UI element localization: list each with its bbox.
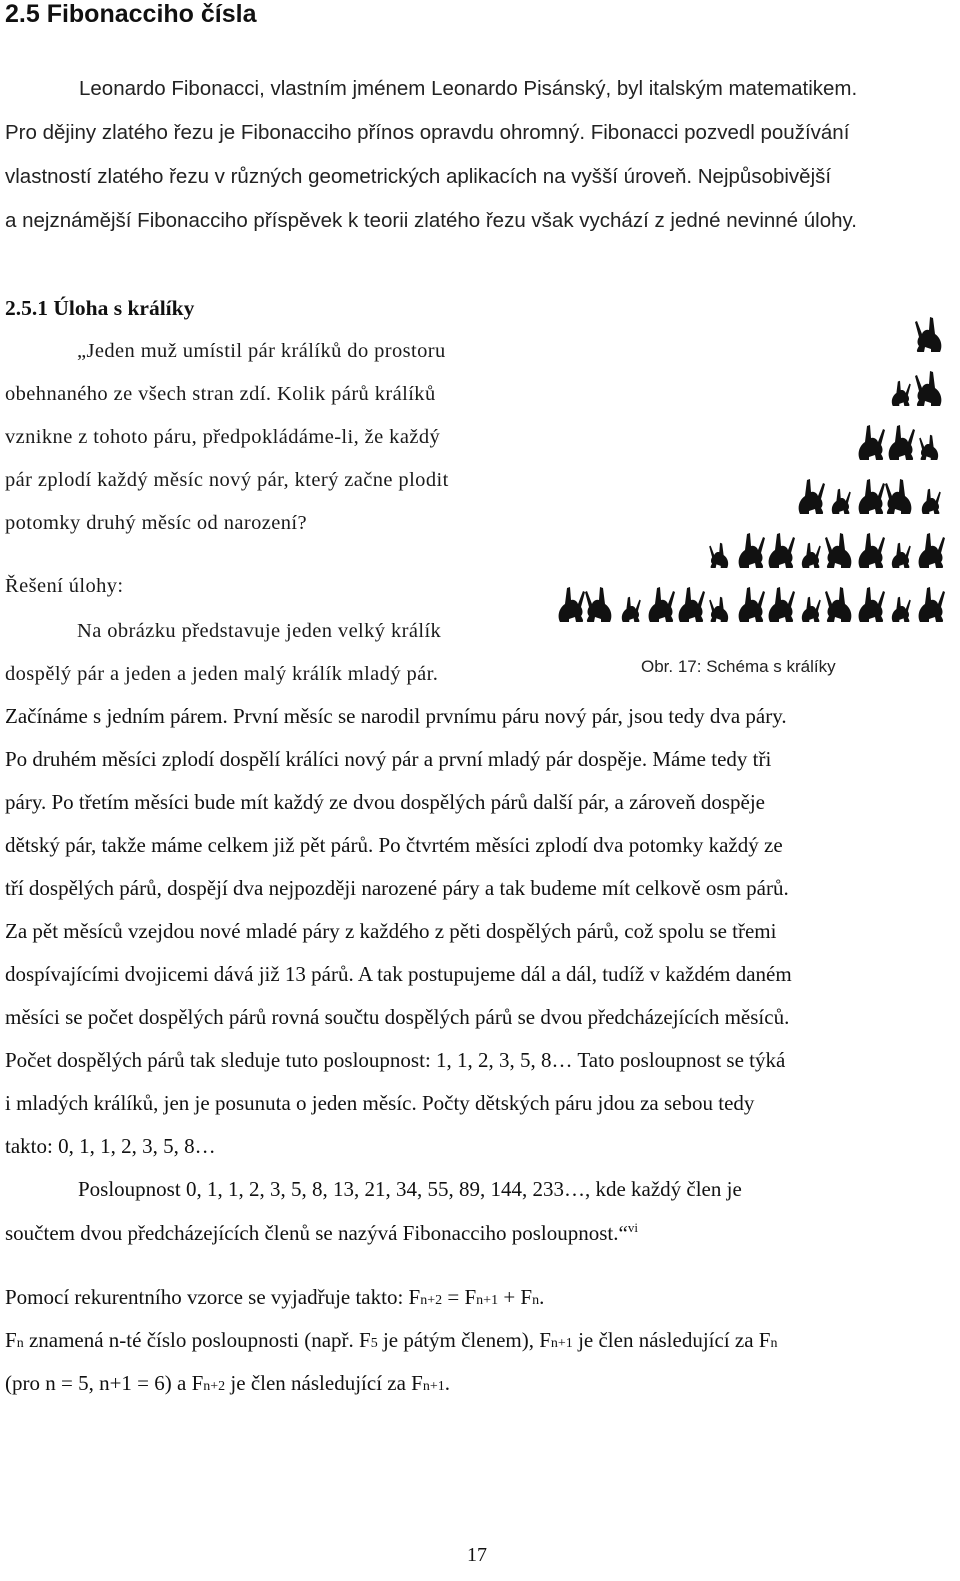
figure-caption: Obr. 17: Schéma s králíky [641, 657, 836, 676]
adult-rabbit [915, 371, 941, 406]
main-line-2: Po druhém měsíci zplodí dospělí králíci nový pár a první mladý pár dospěje. Máme tedy tři [5, 747, 772, 771]
def2-end: . [444, 1371, 451, 1395]
young-rabbit [832, 489, 851, 514]
sequence-line-1: Posloupnost 0, 1, 1, 2, 3, 5, 8, 13, 21, 34, 55, 89, 144, 233…, kde každý člen je [78, 1177, 742, 1201]
formula-sub-n1: n+1 [476, 1293, 499, 1308]
main-line-4: dětský pár, takže máme celkem již pět párů. Po čtvrtém měsíci zplodí dva potomky každý ze [5, 833, 783, 857]
adult-rabbit [859, 533, 885, 568]
adult-rabbit [859, 479, 885, 514]
def1-sub-5: 5 [370, 1336, 378, 1351]
main-line-8: měsíci se počet dospělých párů rovná součtu dospělých párů se dvou předcházejících měsíců. [5, 1005, 790, 1029]
adult-rabbit [585, 587, 611, 622]
adult-rabbit [859, 587, 885, 622]
task-line-4: pár zplodí každý měsíc nový pár, který začne plodit [5, 469, 449, 491]
intro-line-4: a nejznámější Fibonacciho příspěvek k teorii zlatého řezu však vychází z jedné nevinné úlohy. [5, 209, 857, 232]
young-rabbit [892, 597, 911, 622]
main-line-1: Začínáme s jedním párem. První měsíc se narodil prvnímu páru nový pár, jsou tedy dva páry. [5, 704, 787, 728]
formula-eq: = F [442, 1285, 477, 1309]
def1-f: F [5, 1328, 17, 1352]
task-line-5: potomky druhý měsíc od narození? [5, 512, 308, 534]
formula-prefix: Pomocí rekurentního vzorce se vyjadřuje takto: F [5, 1285, 421, 1309]
def2-text1: (pro n = 5, n+1 = 6) a F [5, 1371, 204, 1395]
young-rabbit [622, 597, 641, 622]
def2-text2: je člen následující za F [225, 1371, 423, 1395]
def1-sub-n1: n+1 [550, 1336, 573, 1351]
formula-sub-n: n [532, 1293, 540, 1308]
young-rabbit [919, 435, 938, 460]
young-rabbit [802, 597, 821, 622]
solution-line-2: dospělý pár a jeden a jeden malý králík mladý pár. [5, 663, 439, 685]
sequence-line-2-text: součtem dvou předcházejících členů se nazývá Fibonacciho posloupnost.“ [5, 1221, 628, 1245]
def2-sub-n1: n+1 [422, 1379, 445, 1394]
formula-sub-n2: n+2 [420, 1293, 443, 1308]
sequence-line-2 [5, 1220, 638, 1246]
formula-end: . [539, 1285, 545, 1309]
young-rabbit [892, 381, 911, 406]
main-line-3: páry. Po třetím měsíci bude mít každý ze dvou dospělých párů další pár, a zároveň dospěje [5, 790, 765, 814]
formula-line [5, 1285, 544, 1310]
young-rabbit [709, 597, 728, 622]
page-number: 17 [467, 1544, 487, 1566]
intro-line-3: vlastností zlatého řezu v různých geometrických aplikacích na vyšší úroveň. Nejpůsobivější [5, 165, 832, 188]
main-line-6: Za pět měsíců vzejdou nové mladé páry z každého z pěti dospělých párů, což spolu se třemi [5, 919, 777, 943]
def1-sub-n-end: n [770, 1336, 778, 1351]
definition-line-1 [5, 1328, 778, 1353]
adult-rabbit [915, 317, 941, 352]
main-line-9: Počet dospělých párů tak sleduje tuto posloupnost: 1, 1, 2, 3, 5, 8… Tato posloupnost se týká [5, 1048, 786, 1072]
main-line-10: i mladých králíků, jen je posunuta o jeden měsíc. Počty dětských páru jdou za sebou tedy [5, 1091, 755, 1115]
adult-rabbit [919, 533, 945, 568]
main-line-11: takto: 0, 1, 1, 2, 3, 5, 8… [5, 1134, 216, 1158]
intro-line-2: Pro dějiny zlatého řezu je Fibonacciho přínos opravdu ohromný. Fibonacci pozvedl používání [5, 121, 850, 144]
adult-rabbit [799, 479, 825, 514]
def1-text2: je pátým členem), F [377, 1328, 551, 1352]
adult-rabbit [825, 587, 851, 622]
adult-rabbit [825, 533, 851, 568]
adult-rabbit [885, 479, 911, 514]
solution-line-1: Na obrázku představuje jeden velký králík [77, 620, 442, 642]
main-line-7: dospívajícími dvojicemi dává již 13 párů. A tak postupujeme dál a dál, tudíž v každém daném [5, 962, 792, 986]
intro-line-1: Leonardo Fibonacci, vlastním jménem Leonardo Pisánský, byl italským matematikem. [79, 77, 858, 100]
task-line-1: „Jeden muž umístil pár králíků do prostoru [77, 340, 446, 362]
def1-text3: je člen následující za F [572, 1328, 771, 1352]
footnote-ref: vi [627, 1220, 638, 1235]
adult-rabbit [559, 587, 585, 622]
young-rabbit [892, 543, 911, 568]
adult-rabbit [769, 587, 795, 622]
adult-rabbit [919, 587, 945, 622]
def1-sub-n: n [16, 1336, 24, 1351]
adult-rabbit [889, 425, 915, 460]
def1-text1: znamená n-té číslo posloupnosti (např. F [23, 1328, 371, 1352]
def2-sub-n2: n+2 [203, 1379, 226, 1394]
young-rabbit [802, 543, 821, 568]
young-rabbit [922, 489, 941, 514]
rabbit-scheme-figure [556, 302, 950, 642]
task-line-3: vznikne z tohoto páru, předpokládáme-li, že každý [5, 426, 441, 448]
adult-rabbit [769, 533, 795, 568]
subsection-heading: 2.5.1 Úloha s králíky [5, 296, 195, 320]
adult-rabbit [739, 587, 765, 622]
adult-rabbit [679, 587, 705, 622]
young-rabbit [709, 543, 728, 568]
formula-plus: + F [498, 1285, 533, 1309]
adult-rabbit [649, 587, 675, 622]
solution-label: Řešení úlohy: [5, 575, 124, 597]
definition-line-2 [5, 1371, 450, 1396]
main-line-5: tří dospělých párů, dospějí dva nejpozději narozené páry a tak budeme mít celkově osm párů. [5, 876, 789, 900]
adult-rabbit [859, 425, 885, 460]
adult-rabbit [739, 533, 765, 568]
section-heading: 2.5 Fibonacciho čísla [5, 0, 257, 28]
task-line-2: obehnaného ze všech stran zdí. Kolik párů králíků [5, 383, 436, 405]
